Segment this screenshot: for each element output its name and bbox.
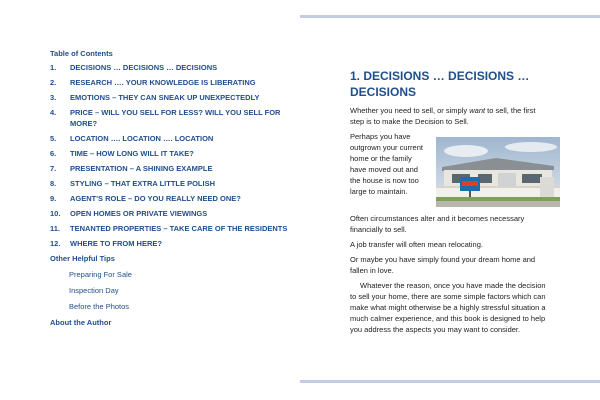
- toc-item[interactable]: [50, 193, 290, 204]
- toc-item-title: EMOTIONS – THEY CAN SNEAK UP UNEXPECTEDLY: [70, 93, 260, 102]
- toc-item-number: 7.: [50, 164, 57, 173]
- toc-item[interactable]: [50, 178, 290, 189]
- paragraph-text: Whether you need to sell, or simply: [350, 106, 470, 115]
- toc-item-number: 8.: [50, 179, 57, 188]
- toc-item-number: 3.: [50, 93, 57, 102]
- toc-item-number: 5.: [50, 134, 57, 143]
- toc-item-title: WHERE TO FROM HERE?: [70, 239, 162, 248]
- toc-item-number: 4.: [50, 108, 57, 117]
- toc-item-title: DECISIONS … DECISIONS … DECISIONS: [70, 63, 218, 72]
- toc-item[interactable]: [50, 133, 290, 144]
- toc-item[interactable]: [50, 92, 290, 103]
- toc-item-number: 6.: [50, 149, 57, 158]
- paragraph-text: to sell, the first step is to make the Decision to Sell.: [350, 106, 536, 126]
- toc-item-title: RESEARCH …. YOUR KNOWLEDGE IS LIBERATING: [70, 78, 256, 87]
- toc-item[interactable]: [50, 107, 290, 129]
- paragraph-intro: [350, 105, 546, 127]
- toc-other-heading[interactable]: Other Helpful Tips: [50, 254, 115, 263]
- toc-item-number: 10.: [50, 209, 61, 218]
- house-photo-illustration: [436, 137, 560, 207]
- toc-item-title: OPEN HOMES OR PRIVATE VIEWINGS: [70, 209, 208, 218]
- toc-subitem[interactable]: Before the Photos: [69, 302, 130, 311]
- toc-item[interactable]: [50, 238, 290, 249]
- toc-item-number: 11.: [50, 224, 61, 233]
- toc-about-author[interactable]: About the Author: [50, 318, 112, 327]
- toc-subitem[interactable]: Preparing For Sale: [69, 270, 132, 279]
- toc-item-title: PRESENTATION – A SHINING EXAMPLE: [70, 164, 213, 173]
- paragraph-job-transfer: A job transfer will often mean relocating.: [350, 240, 483, 249]
- toc-item-number: 12.: [50, 239, 61, 248]
- paragraph-dream-home: Or maybe you have simply found your dream home and fallen in love.: [350, 255, 536, 275]
- toc-item-title: LOCATION …. LOCATION …. LOCATION: [70, 134, 214, 143]
- footer-rule: [300, 380, 600, 383]
- toc-item-number: 9.: [50, 194, 57, 203]
- toc-item[interactable]: [50, 163, 290, 174]
- toc-item[interactable]: [50, 77, 290, 88]
- toc-item[interactable]: [50, 223, 290, 234]
- toc-list: [50, 62, 290, 328]
- toc-item-title: AGENT'S ROLE – DO YOU REALLY NEED ONE?: [70, 194, 241, 203]
- house-photo: [436, 137, 560, 207]
- paragraph-circumstances: Often circumstances alter and it becomes necessary financially to sell.: [350, 214, 525, 234]
- toc-item-title: PRICE – WILL YOU SELL FOR LESS? WILL YOU SELL FOR MORE?: [70, 108, 281, 128]
- toc-subitem[interactable]: Inspection Day: [69, 286, 119, 295]
- paragraph-outgrown: Perhaps you have outgrown your current home or the family have moved out and the house is now too large to maintain.: [350, 132, 423, 196]
- paragraph-whatever-reason: Whatever the reason, once you have made the decision to sell your home, there are some simple factors which can make what might otherwise be a highly stressful situation a much calmer experience, and this book is designed to help you address the aspects you may want to consider.: [350, 281, 546, 334]
- toc-item-number: 1.: [50, 63, 57, 72]
- toc-item[interactable]: [50, 148, 290, 159]
- emphasis-text: want: [469, 106, 486, 115]
- toc-heading: Table of Contents: [50, 49, 113, 58]
- toc-item[interactable]: [50, 208, 290, 219]
- toc-item-title: STYLING – THAT EXTRA LITTLE POLISH: [70, 179, 216, 188]
- header-rule: [300, 15, 600, 18]
- toc-item-title: TIME – HOW LONG WILL IT TAKE?: [70, 149, 194, 158]
- toc-item[interactable]: [50, 62, 290, 73]
- toc-item-title: TENANTED PROPERTIES – TAKE CARE OF THE RESIDENTS: [70, 224, 288, 233]
- chapter-title: 1. DECISIONS … DECISIONS … DECISIONS: [350, 69, 530, 99]
- toc-item-number: 2.: [50, 78, 57, 87]
